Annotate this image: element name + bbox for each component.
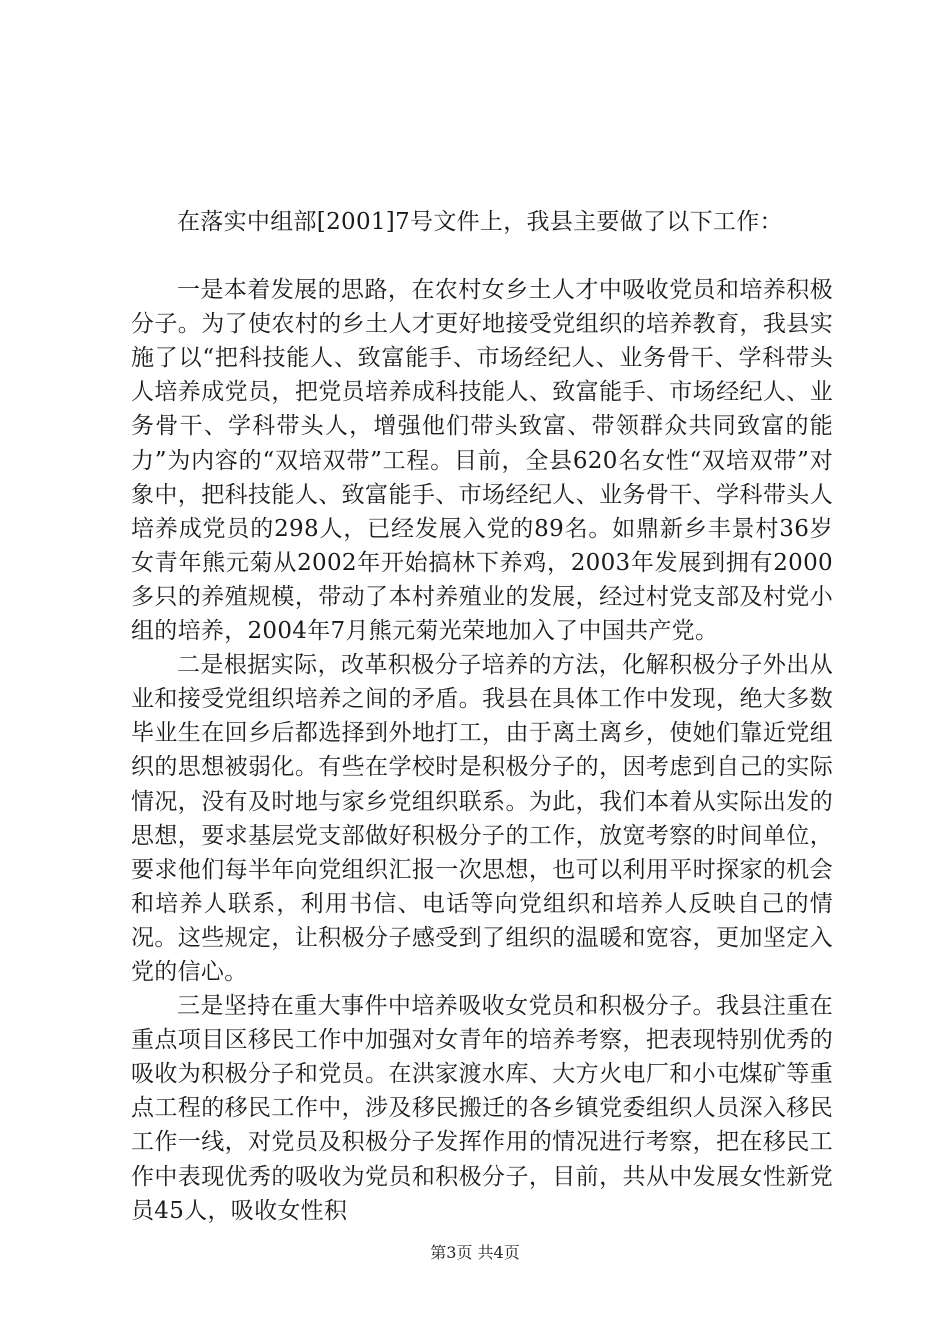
paragraph-2: 二是根据实际，改革积极分子培养的方法，化解积极分子外出从业和接受党组织培养之间的矛盾。我县在具体工作中发现，绝大多数毕业生在回乡后都选择到外地打工，由于离土离乡，使她们靠近党组织的思想被弱化。有些在学校时是积极分子的，因考虑到自己的实际情况，没有及时地与家乡党组织联系。为此，我们本着从实际出发的思想，要求基层党支部做好积极分子的工作，放宽考察的时间单位，要求他们每半年向党组织汇报一次思想，也可以利用平时探家的机会和培养人联系，利用书信、电话等向党组织和培养人反映自己的情况。这些规定，让积极分子感受到了组织的温暖和宽容，更加坚定入党的信心。: [131, 652, 833, 985]
body-text: [131, 205, 833, 1228]
paragraph-1: 一是本着发展的思路，在农村女乡土人才中吸收党员和培养积极分子。为了使农村的乡土人才更好地接受党组织的培养教育，我县实施了以“把科技能人、致富能手、市场经纪人、业务骨干、学科带头人培养成党员，把党员培养成科技能人、致富能手、市场经纪人、业务骨干、学科带头人，增强他们带头致富、带领群众共同致富的能力”为内容的“双培双带”工程。目前，全县620名女性“双培双带”对象中，把科技能人、致富能手、市场经纪人、业务骨干、学科带头人培养成党员的298人，已经发展入党的89名。如鼎新乡丰景村36岁女青年熊元菊从2002年开始搞林下养鸡，2003年发展到拥有2000多只的养殖规模，带动了本村养殖业的发展，经过村党支部及村党小组的培养，2004年7月熊元菊光荣地加入了中国共产党。: [131, 277, 833, 645]
page-number-label: 第3页 共4页: [430, 1243, 520, 1262]
paragraph-3: 三是坚持在重大事件中培养吸收女党员和积极分子。我县注重在重点项目区移民工作中加强对女青年的培养考察，把表现特别优秀的吸收为积极分子和党员。在洪家渡水库、大方火电厂和小屯煤矿等重点工程的移民工作中，涉及移民搬迁的各乡镇党委组织人员深入移民工作一线，对党员及积极分子发挥作用的情况进行考察，把在移民工作中表现优秀的吸收为党员和积极分子，目前，共从中发展女性新党员45人，吸收女性积: [131, 993, 833, 1224]
intro-paragraph: 在落实中组部[2001]7号文件上，我县主要做了以下工作：: [177, 209, 783, 235]
page-footer: [0, 1243, 950, 1263]
